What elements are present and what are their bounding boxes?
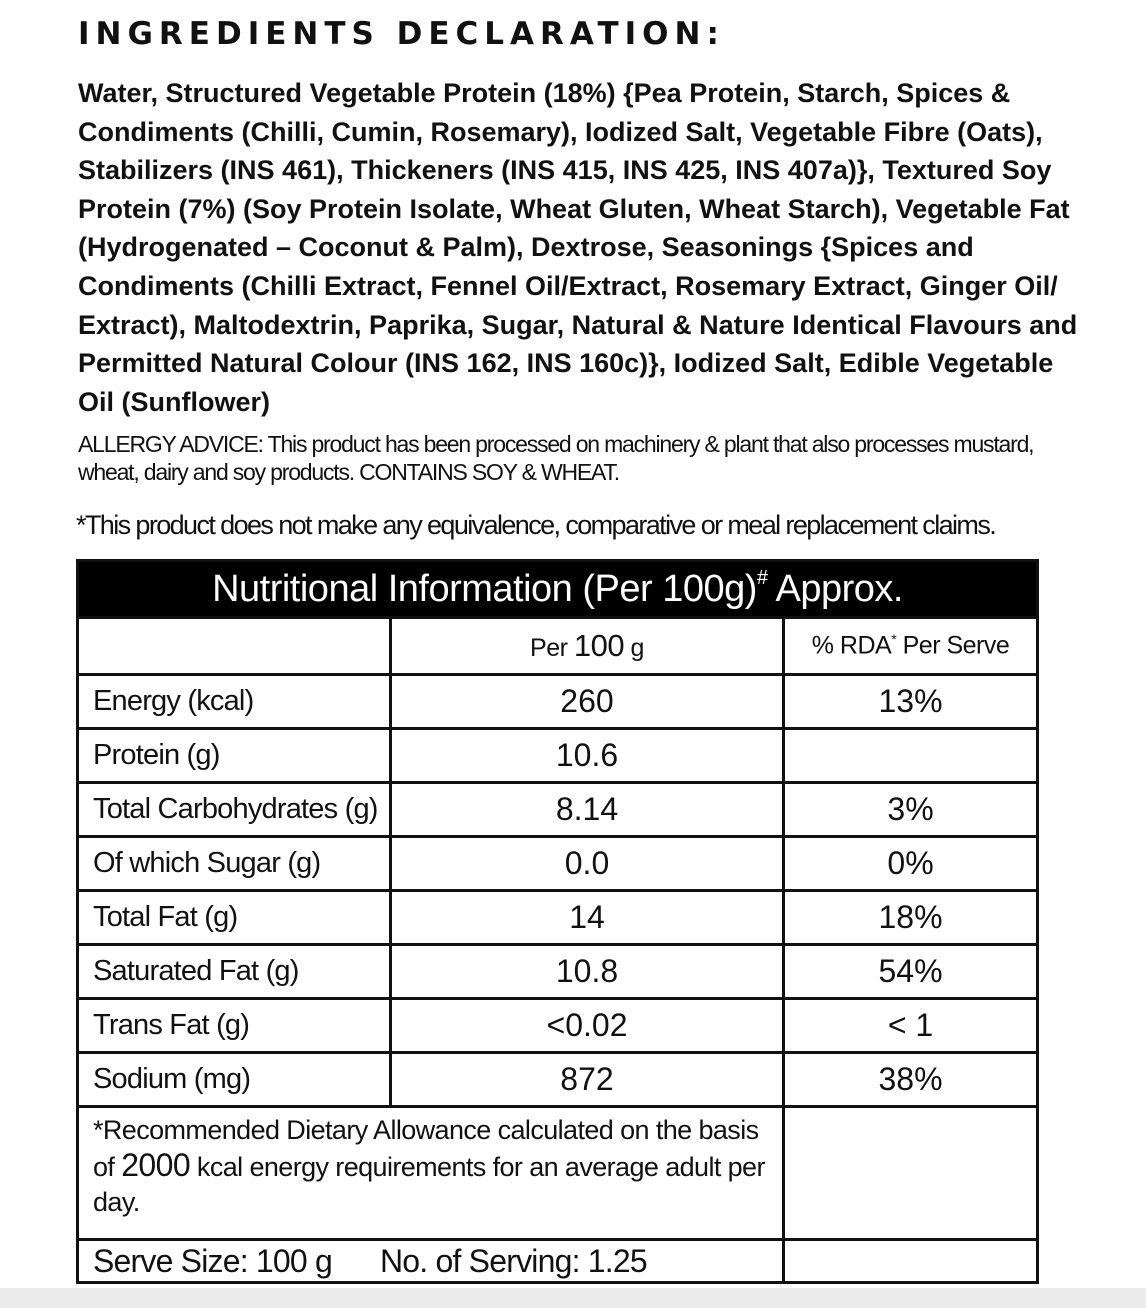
rda-value: 18% bbox=[784, 891, 1038, 945]
table-row bbox=[78, 675, 1038, 729]
table-row bbox=[78, 837, 1038, 891]
table-row bbox=[78, 999, 1038, 1053]
bottom-edge-shade bbox=[0, 1288, 1146, 1308]
serving-empty-cell bbox=[784, 1240, 1038, 1283]
nutrition-title bbox=[78, 561, 1038, 618]
nutrient-label: Of which Sugar (g) bbox=[78, 837, 391, 891]
rda-value: 54% bbox=[784, 945, 1038, 999]
nutrient-label: Protein (g) bbox=[78, 729, 391, 783]
nutrient-label: Energy (kcal) bbox=[78, 675, 391, 729]
header-empty-cell bbox=[78, 618, 391, 675]
per-100g-value: 8.14 bbox=[391, 783, 784, 837]
header-per-prefix: Per bbox=[530, 634, 574, 662]
nutrient-label: Trans Fat (g) bbox=[78, 999, 391, 1053]
rda-note-kcal-value: 2000 bbox=[121, 1147, 191, 1183]
column-header-row bbox=[78, 618, 1038, 675]
serving-row bbox=[78, 1240, 1038, 1283]
per-100g-value: 260 bbox=[391, 675, 784, 729]
number-of-servings: No. of Serving: 1.25 bbox=[380, 1242, 647, 1279]
header-per-unit: g bbox=[624, 634, 644, 662]
serving-info bbox=[78, 1240, 784, 1283]
nutrition-title-text: Nutritional Information (Per 100g) bbox=[212, 567, 757, 610]
nutrient-label: Total Carbohydrates (g) bbox=[78, 783, 391, 837]
table-row bbox=[78, 783, 1038, 837]
rda-value: 13% bbox=[784, 675, 1038, 729]
table-row bbox=[78, 729, 1038, 783]
rda-note-empty-cell bbox=[784, 1107, 1038, 1240]
allergy-advice: ALLERGY ADVICE: This product has been processed on machinery & plant that also processes mustard, wheat, dairy and soy products. CONTAINS SOY & WHEAT. bbox=[78, 431, 1034, 485]
nutrition-table bbox=[76, 559, 1039, 1284]
nutrient-label: Total Fat (g) bbox=[78, 891, 391, 945]
per-100g-value: 10.8 bbox=[391, 945, 784, 999]
header-rda bbox=[784, 618, 1038, 675]
rda-note-row bbox=[78, 1107, 1038, 1240]
rda-value bbox=[784, 729, 1038, 783]
per-100g-value: 0.0 bbox=[391, 837, 784, 891]
header-rda-mark: * bbox=[891, 631, 897, 648]
serve-size: Serve Size: 100 g bbox=[93, 1242, 332, 1279]
per-100g-value: 14 bbox=[391, 891, 784, 945]
rda-note-text-end: kcal energy requirements for an average adult per day. bbox=[93, 1152, 765, 1217]
table-row bbox=[78, 891, 1038, 945]
rda-value: < 1 bbox=[784, 999, 1038, 1053]
table-row bbox=[78, 945, 1038, 999]
nutrient-label: Saturated Fat (g) bbox=[78, 945, 391, 999]
nutrition-title-row bbox=[78, 561, 1038, 618]
rda-value: 0% bbox=[784, 837, 1038, 891]
header-per-value: 100 bbox=[573, 628, 625, 663]
rda-value: 38% bbox=[784, 1053, 1038, 1107]
rda-note-text-start: *Recommended Dietary Allowance calculated on the basis of bbox=[93, 1115, 759, 1182]
rda-note bbox=[78, 1107, 784, 1240]
ingredients-heading: INGREDIENTS DECLARATION: bbox=[78, 16, 725, 52]
header-rda-prefix: % RDA bbox=[811, 631, 892, 660]
nutrient-label: Sodium (mg) bbox=[78, 1053, 391, 1107]
claims-disclaimer: *This product does not make any equivalence, comparative or meal replacement claims. bbox=[76, 510, 996, 540]
per-100g-value: 10.6 bbox=[391, 729, 784, 783]
ingredients-list: Water, Structured Vegetable Protein (18%) {Pea Protein, Starch, Spices & Condiments (Chilli, Cumin, Rosemary), Iodized Salt, Vegetable Fibre (Oats), Stabilizers (INS 461), Thickeners (INS 415, INS 425, INS 407a)}, Textured Soy Protein (7%) (Soy Protein Isolate, Wheat Gluten, Wheat Starch), Vegetable Fat (Hydrogenated – Coconut & Palm), Dextrose, Seasonings {Spices and Condiments (Chilli Extract, Fennel Oil/Extract, Rosemary Extract, Ginger Oil/ Extract), Maltodextrin, Paprika, Sugar, Natural & Nature Identical Flavours and Permitted Natural Colour (INS 162, INS 160c)}, Iodized Salt, Edible Vegetable Oil (Sunflower) bbox=[78, 78, 1078, 417]
header-rda-suffix: Per Serve bbox=[896, 631, 1010, 660]
nutrition-title-suffix: Approx. bbox=[767, 567, 903, 610]
nutrition-title-mark: # bbox=[756, 566, 768, 589]
per-100g-value: <0.02 bbox=[391, 999, 784, 1053]
rda-value: 3% bbox=[784, 783, 1038, 837]
table-row bbox=[78, 1053, 1038, 1107]
nutrition-table-wrapper bbox=[76, 559, 1036, 1284]
header-per-100g bbox=[391, 618, 784, 675]
per-100g-value: 872 bbox=[391, 1053, 784, 1107]
